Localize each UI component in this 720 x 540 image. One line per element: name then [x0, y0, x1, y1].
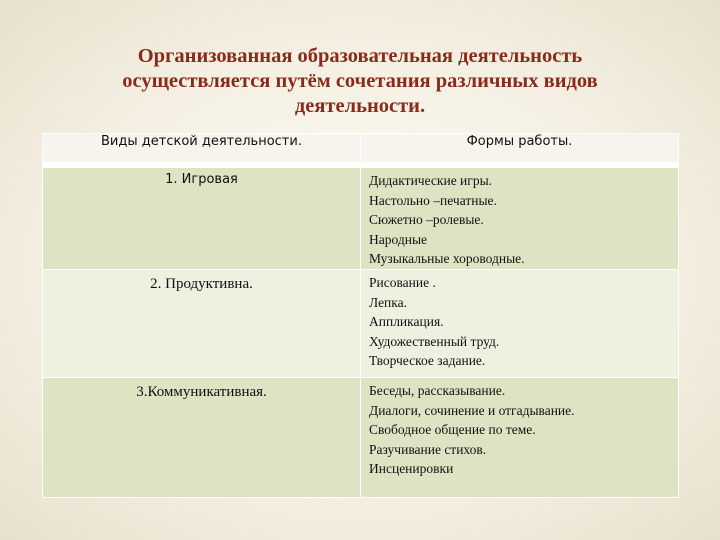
work-forms-cell — [361, 168, 679, 270]
work-form-item: Диалоги, сочинение и отгадывание. — [369, 402, 575, 418]
work-form-item: Музыкальные хороводные. — [369, 251, 525, 266]
work-form-item: Инсценировки — [369, 461, 454, 476]
work-form-item: Свободное общение по теме. — [369, 422, 536, 437]
header-activity-types: Виды детской деятельности. — [43, 134, 361, 163]
work-form-item: Рисование . — [369, 275, 436, 290]
work-form-item: Аппликация. — [369, 314, 444, 329]
table-row — [43, 270, 679, 378]
work-form-item: Разучивание стихов. — [369, 441, 487, 457]
work-form-item: Дидактические игры. — [369, 173, 493, 188]
work-form-item: Творческое задание. — [369, 353, 486, 368]
work-form-item: Сюжетно –ролевые. — [369, 212, 484, 227]
work-form-item: Настольно –печатные. — [369, 192, 497, 208]
work-forms-cell — [361, 270, 679, 378]
activity-table — [42, 133, 679, 498]
activity-type-cell: 2. Продуктивна. — [43, 270, 361, 378]
work-forms-cell — [361, 378, 679, 498]
header-work-forms: Формы работы. — [361, 134, 679, 163]
work-form-item: Художественный труд. — [369, 333, 500, 349]
activity-type-cell: 1. Игровая — [43, 168, 361, 270]
table-row — [43, 168, 679, 270]
table-header-row — [43, 134, 679, 163]
work-form-item: Лепка. — [369, 294, 408, 310]
title-line-3: деятельности. — [294, 95, 426, 117]
table-row — [43, 378, 679, 498]
work-form-item: Народные — [369, 231, 428, 247]
slide-title — [40, 44, 680, 119]
title-line-1: Организованная образовательная деятельность — [137, 45, 583, 67]
work-form-item: Беседы, рассказывание. — [369, 383, 506, 398]
activity-type-cell: 3.Коммуникативная. — [43, 378, 361, 498]
title-line-2: осуществляется путём сочетания различных видов — [122, 70, 598, 92]
